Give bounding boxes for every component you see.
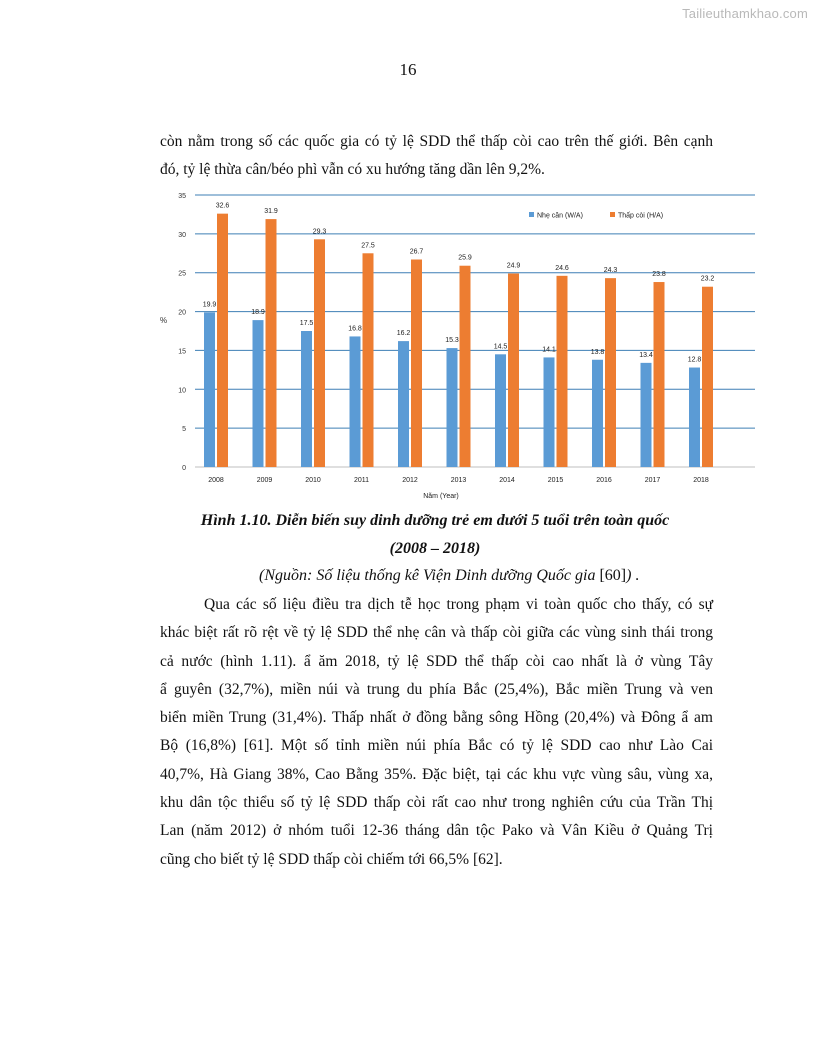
data-label: 23.2 bbox=[700, 275, 715, 283]
data-label: 16.2 bbox=[396, 330, 411, 338]
data-label: 14.5 bbox=[493, 343, 508, 351]
paragraph-intro bbox=[160, 128, 713, 185]
malnutrition-bar-chart bbox=[155, 188, 755, 506]
bar-underweight bbox=[447, 348, 458, 467]
figure-caption-years: (2008 – 2018) bbox=[389, 540, 481, 557]
y-tick-label: 35 bbox=[178, 193, 186, 200]
y-tick-label: 25 bbox=[178, 270, 186, 278]
bar-underweight bbox=[641, 363, 652, 467]
data-label: 24.9 bbox=[506, 262, 521, 270]
y-tick-label: 0 bbox=[182, 465, 186, 472]
x-axis-label: Năm (Year) bbox=[423, 493, 459, 500]
legend-swatch bbox=[610, 212, 615, 217]
text-line: đó, tỷ lệ thừa cân/béo phì vẫn có xu hướng tăng dần lên 9,2%. bbox=[160, 161, 545, 179]
page-number: 16 bbox=[399, 60, 417, 79]
bar-underweight bbox=[398, 341, 409, 467]
bar-underweight bbox=[253, 320, 264, 467]
text-line: ẩ guyên (32,7%), miền núi và trung du phía Bắc (25,4%), Bắc miền Trung và ven bbox=[160, 680, 713, 698]
data-label: 24.6 bbox=[555, 264, 569, 272]
bar-stunting bbox=[411, 260, 422, 467]
bar-underweight bbox=[544, 357, 555, 467]
data-label: 16.8 bbox=[348, 325, 362, 333]
x-tick-label: 2014 bbox=[499, 477, 515, 484]
bar-stunting bbox=[266, 219, 277, 467]
bar-underweight bbox=[350, 336, 361, 467]
x-tick-label: 2016 bbox=[596, 477, 612, 484]
bar-underweight bbox=[592, 360, 603, 467]
legend-label: Nhẹ cân (W/A) bbox=[537, 212, 583, 220]
data-label: 19.9 bbox=[202, 301, 217, 309]
y-tick-label: 30 bbox=[178, 231, 186, 239]
x-tick-label: 2012 bbox=[402, 477, 418, 484]
y-tick-label: 5 bbox=[182, 426, 186, 434]
figure-source bbox=[259, 567, 639, 585]
data-label: 27.5 bbox=[361, 242, 375, 250]
x-tick-label: 2017 bbox=[644, 477, 661, 484]
bar-stunting bbox=[654, 282, 665, 467]
data-label: 24.3 bbox=[603, 267, 618, 275]
data-label: 12.8 bbox=[687, 356, 702, 364]
data-label: 31.9 bbox=[264, 208, 278, 216]
y-tick-label: 15 bbox=[178, 348, 186, 356]
data-label: 14.1 bbox=[542, 346, 556, 354]
data-label: 32.6 bbox=[215, 202, 230, 210]
text-line: cả nước (hình 1.11). ẩ ăm 2018, tỷ lệ SDD thể thấp còi cao nhất là ở vùng Tây bbox=[160, 652, 713, 670]
bar-stunting bbox=[460, 266, 471, 467]
x-tick-label: 2015 bbox=[547, 477, 564, 484]
bar-stunting bbox=[557, 276, 568, 467]
watermark: Tailieuthamkhao.com bbox=[682, 6, 808, 21]
x-tick-label: 2010 bbox=[305, 477, 321, 484]
text-line: Qua các số liệu điều tra dịch tễ học trong phạm vi toàn quốc cho thấy, có sự bbox=[204, 596, 713, 613]
text-line: Bộ (16,8%) [61]. Một số tỉnh miền núi phía Bắc có tỷ lệ SDD cao như Lào Cai bbox=[160, 737, 713, 755]
text-line: cũng cho biết tỷ lệ SDD thấp còi chiếm tới 66,5% [62]. bbox=[160, 850, 503, 868]
figure-caption: Hình 1.10. Diễn biến suy dinh dưỡng trẻ em dưới 5 tuổi trên toàn quốc bbox=[200, 512, 670, 529]
bar-stunting bbox=[314, 239, 325, 467]
x-tick-label: 2008 bbox=[208, 477, 224, 484]
legend-label: Thấp còi (H/A) bbox=[618, 212, 664, 220]
text-line: khác biệt rất rõ rệt về tỷ lệ SDD thể nhẹ cân và thấp còi giữa các vùng sinh thái trong bbox=[160, 624, 713, 642]
bar-stunting bbox=[363, 253, 374, 467]
y-tick-label: 10 bbox=[178, 387, 186, 395]
source-prefix: (Nguồn: Số liệu thống kê Viện Dinh dưỡng Quốc gia bbox=[259, 567, 600, 584]
data-label: 25.9 bbox=[458, 254, 472, 262]
data-label: 18.9 bbox=[251, 309, 265, 317]
x-tick-label: 2011 bbox=[353, 477, 370, 484]
x-tick-label: 2018 bbox=[693, 477, 709, 484]
text-line: biển miền Trung (31,4%). Thấp nhất ở đồng bằng sông Hồng (20,4%) và Đông ẩ am bbox=[160, 709, 713, 727]
x-tick-label: 2009 bbox=[256, 477, 273, 484]
legend-swatch bbox=[529, 212, 534, 217]
bar-underweight bbox=[689, 368, 700, 467]
data-label: 13.8 bbox=[590, 348, 605, 356]
x-tick-label: 2013 bbox=[450, 477, 467, 484]
source-suffix: ) . bbox=[626, 567, 640, 584]
bar-stunting bbox=[605, 278, 616, 467]
data-label: 15.3 bbox=[445, 337, 459, 345]
bar-stunting bbox=[508, 273, 519, 467]
bar-stunting bbox=[702, 287, 713, 467]
source-ref: [60] bbox=[599, 567, 627, 584]
paragraph-body bbox=[160, 591, 713, 874]
data-label: 17.5 bbox=[299, 320, 314, 327]
data-label: 23.8 bbox=[652, 271, 666, 279]
data-label: 13.4 bbox=[639, 351, 653, 359]
text-line: 40,7%, Hà Giang 38%, Cao Bằng 35%. Đặc biệt, tại các khu vực vùng sâu, vùng xa, bbox=[160, 765, 713, 783]
text-line: còn nằm trong số các quốc gia có tỷ lệ SDD thể thấp còi cao trên thế giới. Bên cạnh bbox=[160, 133, 713, 150]
y-axis-label: % bbox=[160, 316, 168, 326]
text-line: Lan (năm 2012) ở nhóm tuổi 12-36 tháng dân tộc Pako và Vân Kiều ở Quảng Trị bbox=[160, 822, 713, 840]
bar-underweight bbox=[204, 312, 215, 467]
y-tick-label: 20 bbox=[178, 309, 186, 317]
bar-underweight bbox=[495, 354, 506, 467]
text-line: khu dân tộc thiểu số tỷ lệ SDD thấp còi rất cao như trong nghiên cứu của Trần Thị bbox=[160, 794, 713, 812]
data-label: 29.3 bbox=[312, 228, 327, 236]
bar-stunting bbox=[217, 214, 228, 467]
bar-underweight bbox=[301, 331, 312, 467]
data-label: 26.7 bbox=[409, 248, 424, 256]
